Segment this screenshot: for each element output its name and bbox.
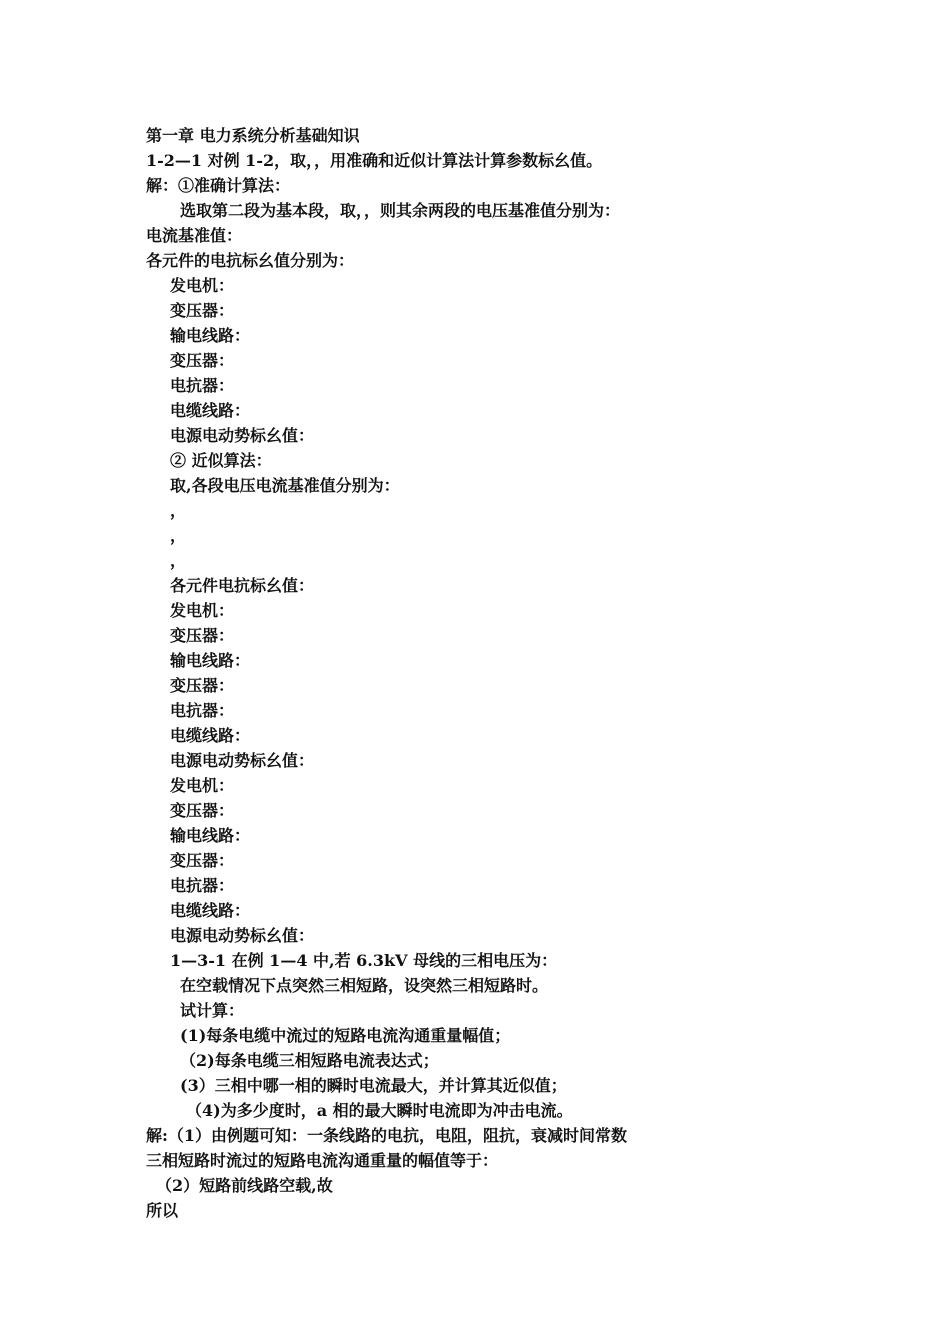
text-line: 所以 xyxy=(146,1201,179,1220)
solution-heading: 解：①准确计算法： xyxy=(146,176,291,195)
text-line: ， xyxy=(170,526,187,545)
problem-1-3-1: 1—3-1 在例 1—4 中,若 6.3kV 母线的三相电压为： xyxy=(170,951,558,970)
text-line: 电抗器： xyxy=(170,701,235,720)
text-line: 取,各段电压电流基准值分别为： xyxy=(170,476,400,495)
question-4: （4)为多少度时，a 相的最大瞬时电流即为冲击电流。 xyxy=(186,1101,573,1120)
text-line: 变压器： xyxy=(170,351,235,370)
text-line: ， xyxy=(170,551,187,570)
text-line: 选取第二段为基本段，取，，则其余两段的电压基准值分别为： xyxy=(180,201,621,220)
text-line: 输电线路： xyxy=(170,826,251,845)
text-line: 变压器： xyxy=(170,676,235,695)
text-line: 变压器： xyxy=(170,801,235,820)
text-line: 三相短路时流过的短路电流沟通重量的幅值等于： xyxy=(146,1151,499,1170)
text-line: 电抗器： xyxy=(170,876,235,895)
text-line: 电缆线路： xyxy=(170,726,251,745)
text-line: 变压器： xyxy=(170,301,235,320)
text-line: 电源电动势标幺值： xyxy=(170,426,315,445)
question-1: (1)每条电缆中流过的短路电流沟通重量幅值； xyxy=(180,1026,511,1045)
text-line: 发电机： xyxy=(170,776,235,795)
chapter-title: 第一章 电力系统分析基础知识 xyxy=(146,126,360,145)
text-line: 电流基准值： xyxy=(146,226,243,245)
text-line: 输电线路： xyxy=(170,326,251,345)
question-2: （2)每条电缆三相短路电流表达式； xyxy=(180,1051,439,1070)
text-line: 电缆线路： xyxy=(170,401,251,420)
question-3: (3）三相中哪一相的瞬时电流最大，并计算其近似值； xyxy=(180,1076,567,1095)
text-line: 发电机： xyxy=(170,276,235,295)
text-line: 试计算： xyxy=(180,1001,245,1020)
text-line: 电抗器： xyxy=(170,376,235,395)
text-line: 变压器： xyxy=(170,626,235,645)
text-line: 电缆线路： xyxy=(170,901,251,920)
text-line: 各元件的电抗标幺值分别为： xyxy=(146,251,355,270)
text-line: 输电线路： xyxy=(170,651,251,670)
text-line: 在空载情况下点突然三相短路，设突然三相短路时。 xyxy=(180,976,549,995)
text-line: ， xyxy=(170,501,187,520)
text-line: （2）短路前线路空载,故 xyxy=(156,1176,333,1195)
approx-method-heading: ② 近似算法： xyxy=(170,451,272,470)
text-line: 变压器： xyxy=(170,851,235,870)
problem-1-2-1: 1-2—1 对例 1-2，取，，用准确和近似计算法计算参数标幺值。 xyxy=(146,151,603,170)
solution-line: 解:（1）由例题可知：一条线路的电抗，电阻，阻抗，衰减时间常数 xyxy=(146,1126,628,1145)
text-line: 电源电动势标幺值： xyxy=(170,926,315,945)
text-line: 电源电动势标幺值： xyxy=(170,751,315,770)
text-line: 各元件电抗标幺值： xyxy=(170,576,315,595)
text-line: 发电机： xyxy=(170,601,235,620)
